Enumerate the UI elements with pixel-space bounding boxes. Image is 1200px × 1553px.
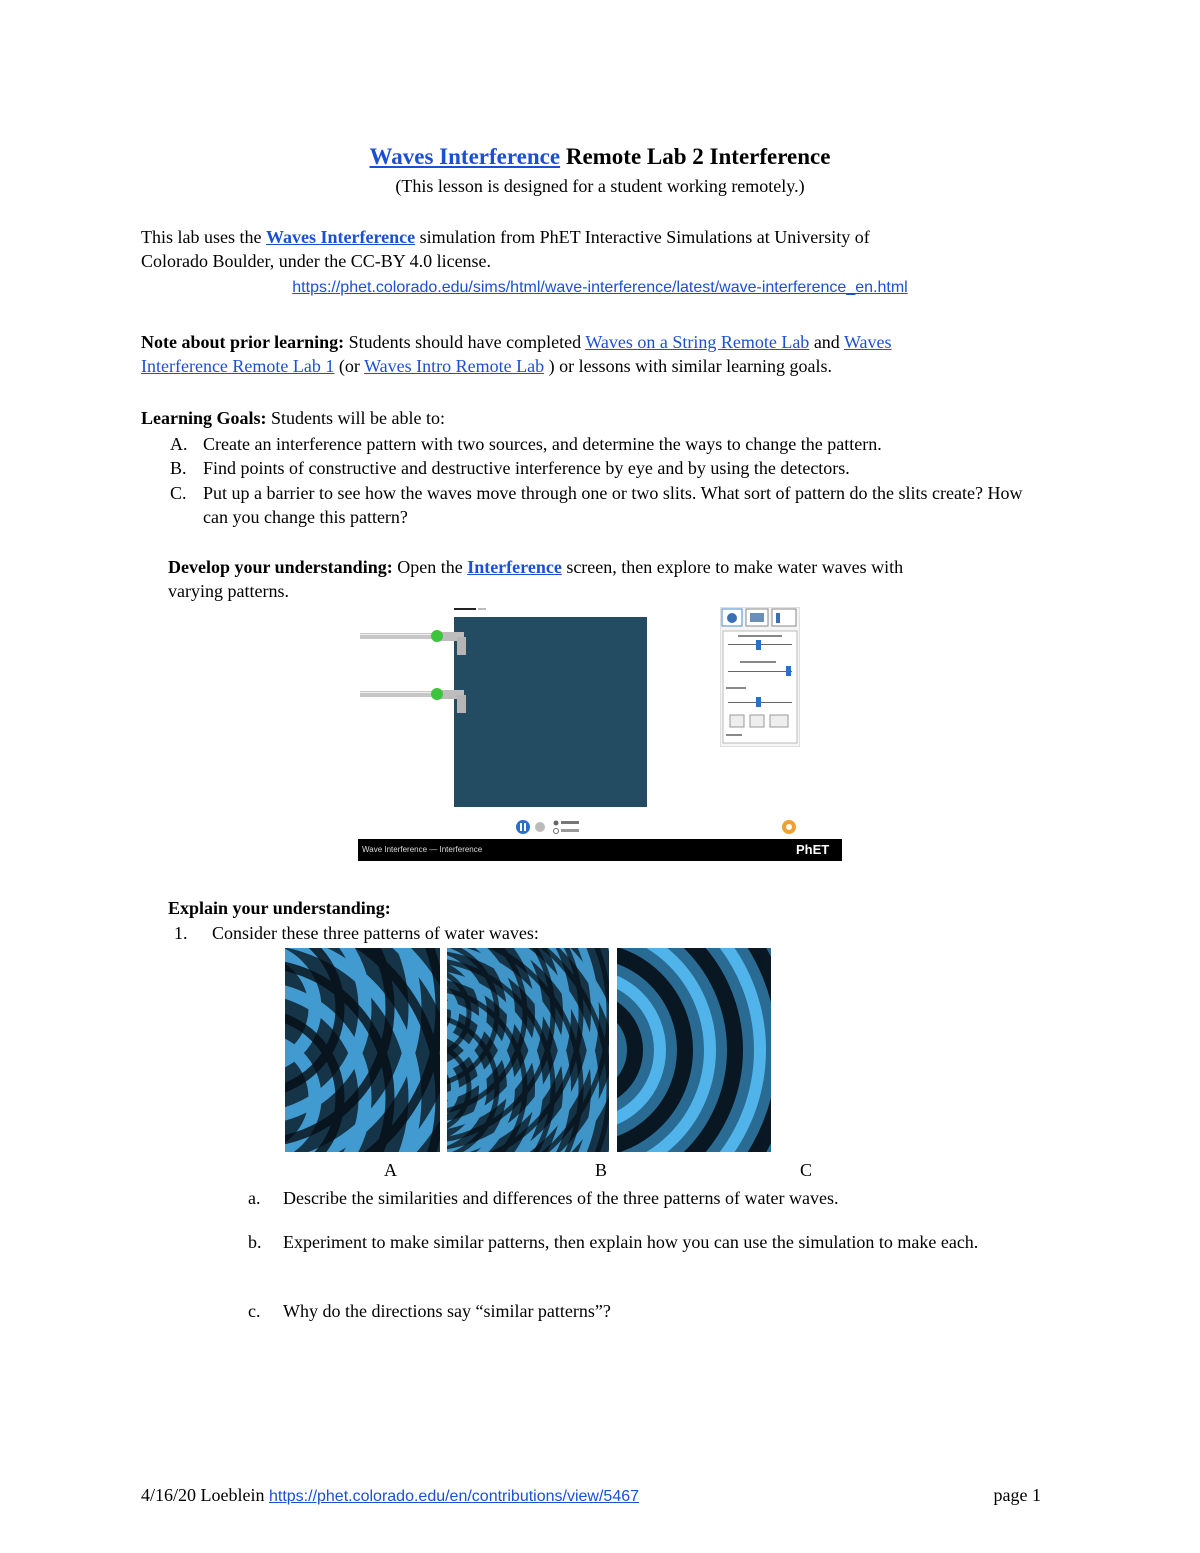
step-icon[interactable]	[535, 822, 545, 832]
prior-learning-paragraph	[141, 330, 1061, 378]
pattern-label-a: A	[384, 1160, 397, 1180]
radio-icon[interactable]	[554, 821, 559, 826]
interference-screen-link[interactable]: Interference	[467, 557, 562, 577]
prior-text: Students should have completed	[344, 332, 586, 352]
nav-bar-title: Wave Interference — Interference	[362, 845, 483, 854]
faucet-icon	[360, 630, 466, 655]
sub-text: Experiment to make similar patterns, then explain how you can use the simulation to make each.	[283, 1232, 979, 1252]
light-scene-icon[interactable]	[772, 609, 796, 626]
prior-end: ) or lessons with similar learning goals.	[544, 356, 833, 376]
wave-patterns-graphic	[285, 948, 771, 1152]
sub-letter: a.	[248, 1188, 261, 1208]
footer-url-link[interactable]: https://phet.colorado.edu/en/contributions/view/5467	[268, 1488, 640, 1505]
prior-link-interference-a[interactable]: Waves	[843, 332, 892, 352]
prior-and: and	[809, 332, 844, 352]
goal-item-b	[170, 456, 1050, 480]
frequency-slider-thumb[interactable]	[756, 640, 761, 650]
intro-line2: Colorado Boulder, under the CC-BY 4.0 license.	[141, 251, 492, 271]
question-text: Consider these three patterns of water waves:	[212, 923, 539, 943]
radio-icon[interactable]	[554, 829, 559, 834]
sub-question-c	[248, 1299, 1048, 1323]
intro-paragraph	[141, 225, 1061, 273]
pattern-a-image	[285, 948, 465, 1152]
wave-patterns	[285, 948, 771, 1152]
ruler-icon	[454, 608, 476, 610]
goal-text: Find points of constructive and destructive interference by eye and by using the detectors.	[203, 458, 850, 478]
explain-label: Explain your understanding:	[168, 898, 391, 918]
intro-pre: This lab uses the	[141, 227, 266, 247]
develop-line2: varying patterns.	[168, 581, 289, 601]
control-panel-screenshot	[720, 607, 800, 747]
goals-text: Students will be able to:	[266, 408, 445, 428]
amplitude-slider-thumb[interactable]	[786, 666, 791, 676]
title-rest: Remote Lab 2 Interference	[560, 144, 831, 169]
pattern-label-c: C	[800, 1160, 813, 1180]
question-1	[174, 923, 1054, 944]
sub-letter: c.	[248, 1301, 261, 1321]
goals-label: Learning Goals:	[141, 408, 267, 428]
goal-letter: A.	[170, 434, 188, 454]
develop-pre: Open the	[392, 557, 468, 577]
sub-question-a	[248, 1186, 1048, 1210]
sim-url-link[interactable]: https://phet.colorado.edu/sims/html/wave-interference/latest/wave-interference_en.html	[292, 279, 908, 296]
intro-post: simulation from PhET Interactive Simulations at University of	[415, 227, 870, 247]
subtitle: (This lesson is designed for a student working remotely.)	[395, 176, 805, 196]
sub-letter: b.	[248, 1232, 262, 1252]
goal-item-a	[170, 432, 1050, 456]
develop-paragraph	[168, 555, 1058, 603]
sim-url-line	[0, 276, 1200, 297]
tool-button[interactable]	[750, 715, 764, 727]
separation-slider-thumb[interactable]	[756, 697, 761, 707]
prior-label: Note about prior learning:	[141, 332, 345, 352]
title-link[interactable]: Waves Interference	[369, 144, 561, 169]
play-pause-icon[interactable]	[516, 820, 530, 834]
pattern-label-b: B	[595, 1160, 608, 1180]
learning-goals-heading	[141, 406, 1061, 430]
develop-post: screen, then explore to make water waves with	[561, 557, 904, 577]
prior-link-string[interactable]: Waves on a String Remote Lab	[585, 332, 810, 352]
develop-label: Develop your understanding:	[168, 557, 393, 577]
goal-item-c	[170, 481, 1050, 529]
tool-button[interactable]	[730, 715, 744, 727]
intro-sim-link[interactable]: Waves Interference	[265, 227, 416, 247]
goal-text: Create an interference pattern with two sources, and determine the ways to change the pattern.	[203, 434, 882, 454]
phet-logo: PhET	[796, 842, 830, 857]
goal-letter: B.	[170, 458, 187, 478]
page-title	[0, 144, 1200, 170]
sub-question-b	[248, 1230, 1048, 1254]
prior-link-intro[interactable]: Waves Intro Remote Lab	[364, 356, 545, 376]
page-footer	[141, 1485, 1041, 1506]
explain-heading	[168, 898, 1048, 919]
page-number: page 1	[993, 1485, 1041, 1505]
question-number: 1.	[174, 923, 188, 943]
prior-link-interference-b[interactable]: Interference Remote Lab 1	[141, 356, 335, 376]
faucet-icon	[360, 688, 466, 713]
sub-text: Why do the directions say “similar patterns”?	[283, 1301, 611, 1321]
goal-letter: C.	[170, 483, 187, 503]
tool-button[interactable]	[770, 715, 788, 727]
prior-or: (or	[334, 356, 365, 376]
goal-text: Put up a barrier to see how the waves move through one or two slits. What sort of pattern do the slits create? How can you change this pattern?	[203, 483, 1023, 527]
footer-date-author: 4/16/20 Loeblein	[141, 1485, 269, 1505]
control-panel-graphic	[720, 607, 800, 747]
sub-text: Describe the similarities and differences of the three patterns of water waves.	[283, 1188, 839, 1208]
water-lattice	[454, 617, 647, 807]
